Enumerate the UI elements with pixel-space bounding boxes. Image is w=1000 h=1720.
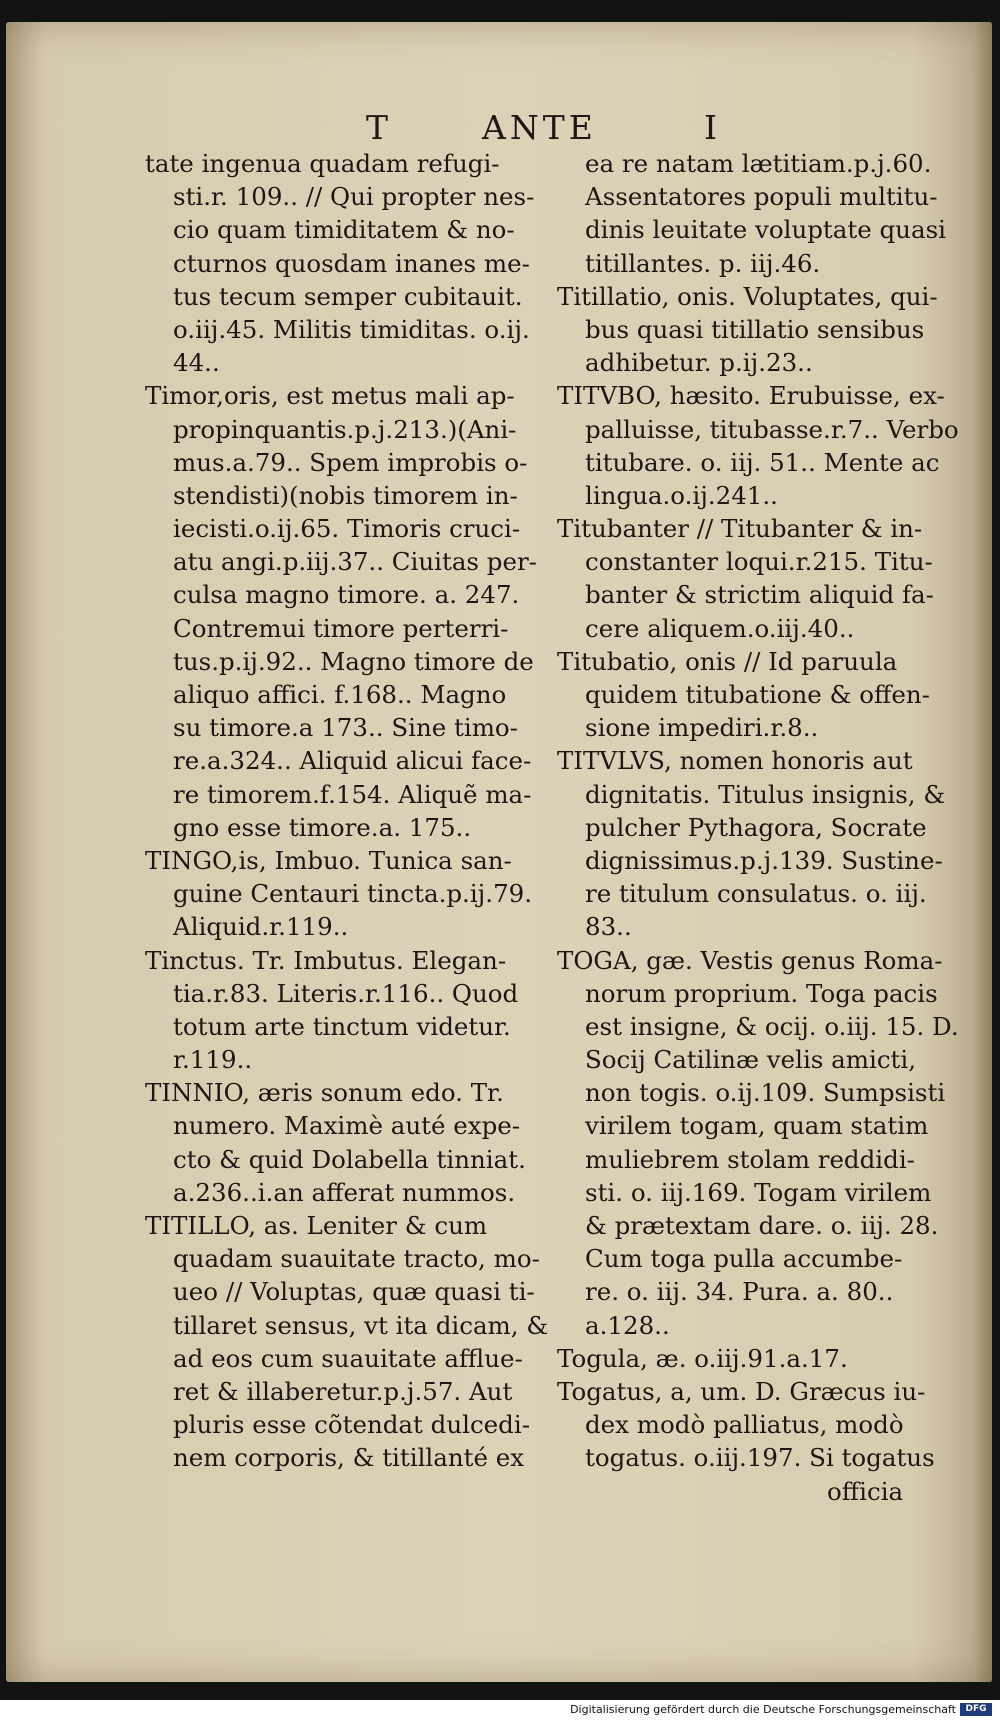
digitization-footer bbox=[0, 1700, 1000, 1720]
text-line: Assentatores populi multitu- bbox=[585, 182, 938, 212]
text-line: pluris esse cõtendat dulcedi- bbox=[173, 1410, 530, 1440]
text-line: numero. Maximè auté expe- bbox=[173, 1111, 521, 1141]
text-line: palluisse, titubasse.r.7.. Verbo bbox=[585, 414, 959, 444]
text-line: cturnos quosdam inanes me- bbox=[173, 248, 530, 278]
text-line: TINGO,is, Imbuo. Tunica san- bbox=[145, 845, 512, 875]
text-line: su timore.a 173.. Sine timo- bbox=[173, 713, 518, 743]
text-line: tate ingenua quadam refugi- bbox=[145, 149, 500, 178]
text-line: & prætextam dare. o. iij. 28. bbox=[585, 1211, 939, 1240]
text-line: Aliquid.r.119.. bbox=[173, 912, 349, 942]
text-line: stendisti)(nobis timorem in- bbox=[173, 480, 518, 510]
text-line: re titulum consulatus. o. iij. bbox=[585, 879, 927, 909]
text-line: virilem togam, quam statim bbox=[585, 1111, 929, 1141]
text-line: Tinctus. Tr. Imbutus. Elegan- bbox=[145, 945, 507, 975]
text-line: Timor,oris, est metus mali ap- bbox=[145, 381, 515, 411]
text-line: Titillatio, onis. Voluptates, qui- bbox=[557, 281, 938, 311]
running-head bbox=[330, 108, 730, 152]
text-line: non togis. o.ij.109. Sumpsisti bbox=[585, 1078, 946, 1108]
text-line: dex modò palliatus, modò bbox=[585, 1410, 904, 1440]
footer-credit: Digitalisierung gefördert durch die Deutsche Forschungsgemeinschaft bbox=[570, 1703, 956, 1716]
text-line: tus.p.ij.92.. Magno timore de bbox=[173, 646, 534, 676]
text-line: dignitatis. Titulus insignis, & bbox=[585, 779, 946, 809]
text-line: r.119.. bbox=[173, 1045, 253, 1075]
text-line: nem corporis, & titillanté ex bbox=[173, 1443, 525, 1473]
text-line: sti. o. iij.169. Togam virilem bbox=[585, 1177, 932, 1207]
text-line: dinis leuitate voluptate quasi bbox=[585, 215, 946, 245]
running-head-center: ANTE bbox=[482, 108, 597, 147]
text-line: quidem titubatione & offen- bbox=[585, 680, 930, 709]
text-line: tia.r.83. Literis.r.116.. Quod bbox=[173, 978, 519, 1008]
running-head-left: T bbox=[366, 108, 393, 147]
text-line: mus.a.79.. Spem improbis o- bbox=[173, 447, 528, 477]
text-line: quadam suauitate tracto, mo- bbox=[173, 1244, 540, 1274]
text-line: re timorem.f.154. Aliquẽ ma- bbox=[173, 779, 532, 809]
text-line: culsa magno timore. a. 247. bbox=[173, 580, 520, 610]
text-line: Titubatio, onis // Id paruula bbox=[557, 646, 898, 676]
text-line: cio quam timiditatem & no- bbox=[173, 215, 515, 245]
text-line: Titubanter // Titubanter & in- bbox=[557, 514, 923, 544]
text-line: 44.. bbox=[173, 348, 220, 378]
text-line: titubare. o. iij. 51.. Mente ac bbox=[585, 447, 940, 477]
text-line: o.iij.45. Militis timiditas. o.ij. bbox=[173, 314, 530, 344]
text-line: constanter loqui.r.215. Titu- bbox=[585, 547, 933, 577]
text-line: ad eos cum suauitate afflue- bbox=[173, 1343, 523, 1373]
text-line: titillantes. p. iij.46. bbox=[585, 248, 821, 278]
text-line: cto & quid Dolabella tinniat. bbox=[173, 1144, 526, 1174]
left-column bbox=[145, 147, 549, 1475]
text-line: Togula, æ. o.iij.91.a.17. bbox=[557, 1343, 848, 1373]
text-line: Socij Catilinæ velis amicti, bbox=[585, 1045, 917, 1075]
text-line: 83.. bbox=[585, 912, 632, 942]
text-line: lingua.o.ij.241.. bbox=[585, 480, 778, 510]
text-line: muliebrem stolam reddidi- bbox=[585, 1144, 915, 1174]
text-line: tus tecum semper cubitauit. bbox=[173, 281, 523, 311]
text-line: aliquo affici. f.168.. Magno bbox=[173, 680, 507, 709]
text-line: re. o. iij. 34. Pura. a. 80.. bbox=[585, 1277, 894, 1307]
text-line: bus quasi titillatio sensibus bbox=[585, 314, 925, 344]
text-line: pulcher Pythagora, Socrate bbox=[585, 812, 927, 842]
text-line: propinquantis.p.j.213.)(Ani- bbox=[173, 414, 517, 444]
text-line: re.a.324.. Aliquid alicui face- bbox=[173, 746, 532, 776]
text-line: officia bbox=[827, 1476, 904, 1506]
text-line: Cum toga pulla accumbe- bbox=[585, 1244, 903, 1274]
dfg-logo: DFG bbox=[960, 1703, 992, 1716]
text-line: a.236..i.an afferat nummos. bbox=[173, 1177, 516, 1207]
text-line: totum arte tinctum videtur. bbox=[173, 1011, 511, 1041]
text-line: banter & strictim aliquid fa- bbox=[585, 580, 934, 610]
page-edge-shadow bbox=[974, 22, 992, 1682]
text-line: adhibetur. p.ij.23.. bbox=[585, 348, 813, 378]
text-line: TINNIO, æris sonum edo. Tr. bbox=[145, 1078, 504, 1108]
text-line: Togatus, a, um. D. Græcus iu- bbox=[557, 1376, 926, 1406]
text-line: TITVLVS, nomen honoris aut bbox=[557, 746, 913, 776]
text-line: gno esse timore.a. 175.. bbox=[173, 812, 472, 842]
text-line: ueo // Voluptas, quæ quasi ti- bbox=[173, 1277, 535, 1307]
running-head-right: I bbox=[704, 108, 722, 147]
text-line: TITILLO, as. Leniter & cum bbox=[145, 1211, 488, 1240]
text-line: TOGA, gæ. Vestis genus Roma- bbox=[557, 945, 943, 975]
text-line: norum proprium. Toga pacis bbox=[585, 978, 938, 1008]
text-line: togatus. o.iij.197. Si togatus bbox=[585, 1443, 935, 1473]
text-line: ret & illaberetur.p.j.57. Aut bbox=[173, 1376, 513, 1406]
text-line: est insigne, & ocij. o.iij. 15. D. bbox=[585, 1011, 959, 1041]
text-line: TITVBO, hæsito. Erubuisse, ex- bbox=[557, 381, 945, 411]
text-line: ea re natam lætitiam.p.j.60. bbox=[585, 149, 932, 178]
text-line: sione impediri.r.8.. bbox=[585, 713, 819, 743]
text-line: atu angi.p.iij.37.. Ciuitas per- bbox=[173, 547, 537, 577]
right-column bbox=[557, 147, 959, 1508]
text-line: dignissimus.p.j.139. Sustine- bbox=[585, 845, 943, 875]
text-line: a.128.. bbox=[585, 1310, 670, 1340]
text-line: cere aliquem.o.iij.40.. bbox=[585, 613, 855, 643]
text-line: sti.r. 109.. // Qui propter nes- bbox=[173, 182, 535, 212]
text-line: guine Centauri tincta.p.ij.79. bbox=[173, 879, 533, 909]
text-line: Contremui timore perterri- bbox=[173, 613, 509, 643]
text-line: tillaret sensus, vt ita dicam, & bbox=[173, 1310, 549, 1340]
text-line: iecisti.o.ij.65. Timoris cruci- bbox=[173, 514, 521, 544]
